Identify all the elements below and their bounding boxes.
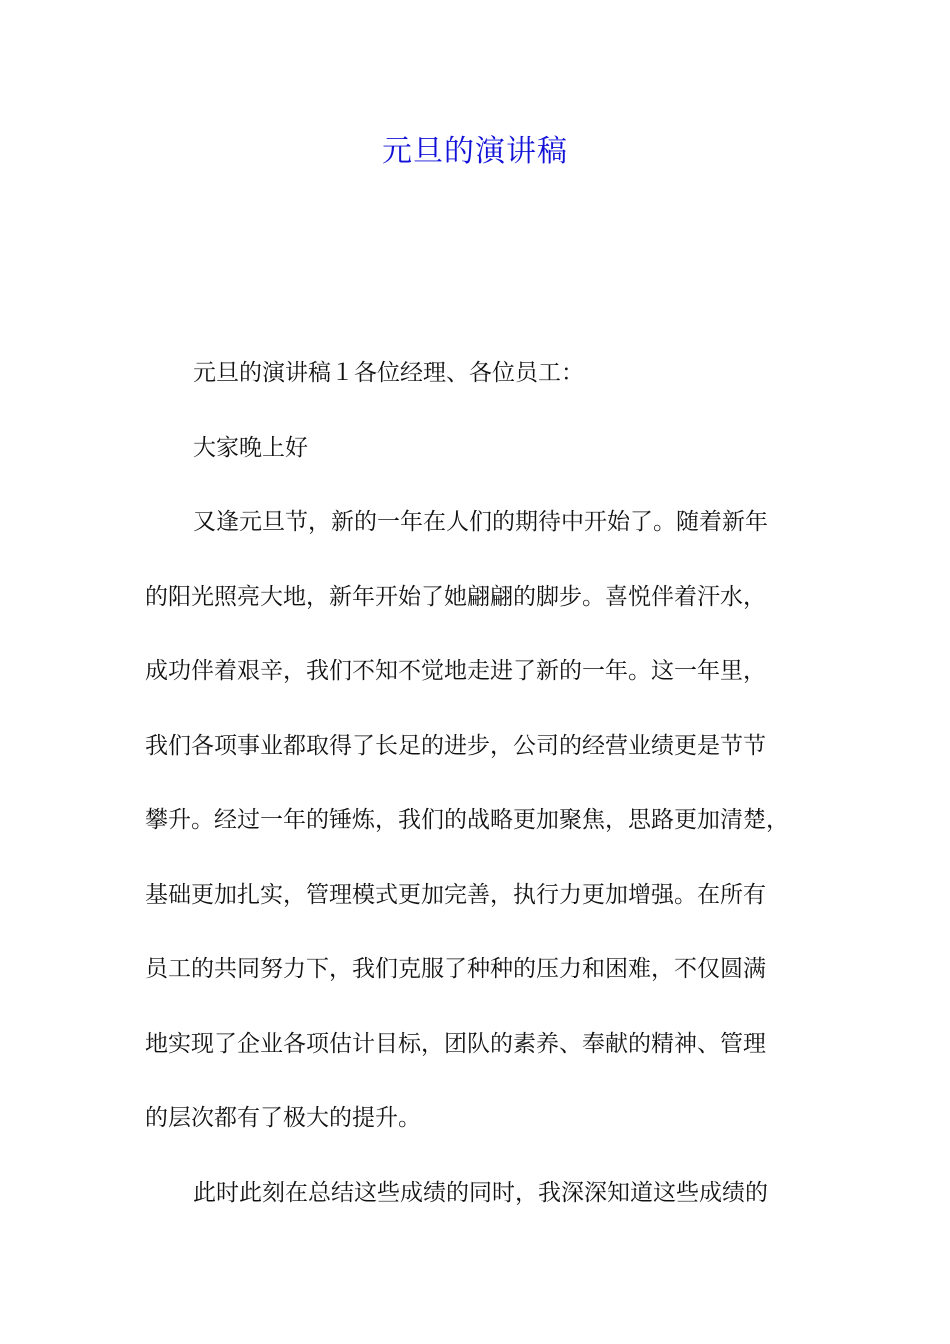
document-body	[145, 336, 825, 1230]
paragraph-line: 的阳光照亮大地，新年开始了她翩翩的脚步。喜悦伴着汗水，	[145, 583, 766, 610]
paragraph-salutation	[145, 411, 825, 486]
paragraph-line: 的层次都有了极大的提升。	[145, 1105, 421, 1131]
paragraph-main	[145, 485, 825, 1156]
paragraph-line: 又逢元旦节，新的一年在人们的期待中开始了。随着新年	[193, 509, 768, 535]
document-title: 元旦的演讲稿	[382, 134, 568, 169]
paragraph-line: 我们各项事业都取得了长足的进步，公司的经营业绩更是节节	[145, 732, 766, 759]
paragraph-line: 基础更加扎实，管理模式更加完善，执行力更加增强。在所有	[145, 881, 766, 908]
paragraph-greeting	[145, 336, 825, 411]
paragraph-closing	[145, 1156, 825, 1231]
paragraph-line: 地实现了企业各项估计目标，团队的素养、奉献的精神、管理	[145, 1030, 766, 1057]
paragraph-line: 元旦的演讲稿１各位经理、各位员工：	[193, 360, 584, 386]
paragraph-line: 成功伴着艰辛，我们不知不觉地走进了新的一年。这一年里，	[145, 658, 766, 684]
paragraph-line: 攀升。经过一年的锤炼，我们的战略更加聚焦，思路更加清楚，	[145, 807, 789, 833]
paragraph-line: 此时此刻在总结这些成绩的同时，我深深知道这些成绩的	[193, 1179, 768, 1206]
paragraph-line: 大家晚上好	[193, 434, 308, 461]
paragraph-line: 员工的共同努力下，我们克服了种种的压力和困难，不仅圆满	[145, 956, 766, 982]
